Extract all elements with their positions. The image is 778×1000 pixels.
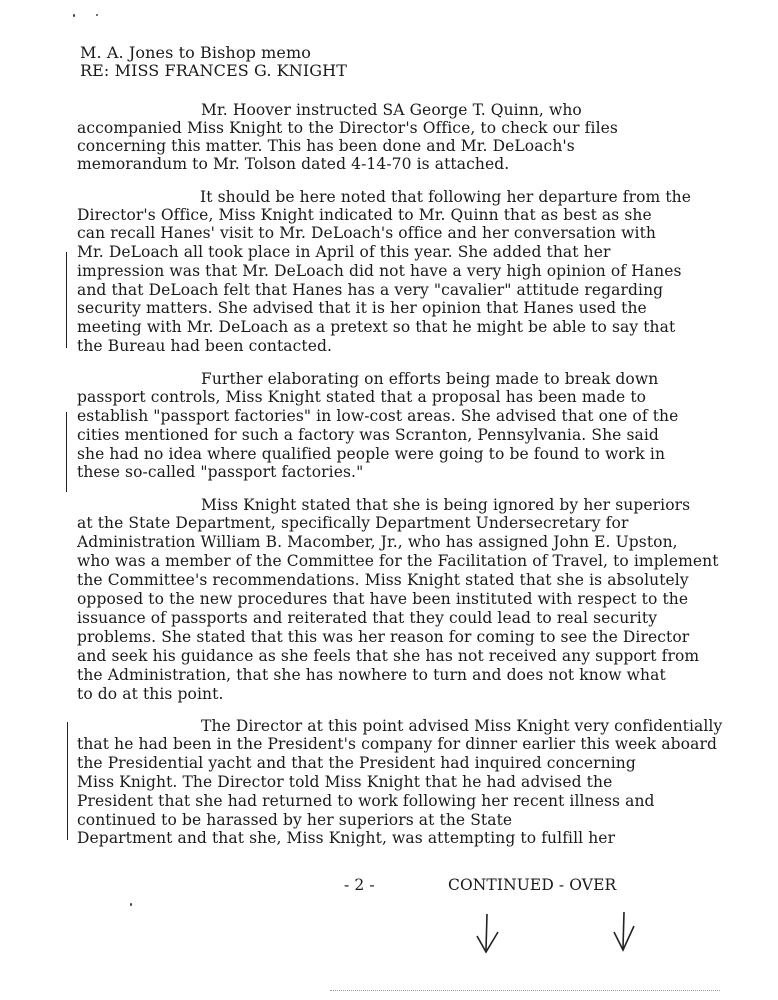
paragraph-1-line: concerning this matter. This has been done and Mr. DeLoach's (77, 137, 575, 155)
paragraph-2-line: Mr. DeLoach all took place in April of this year. She added that her (77, 243, 611, 261)
paragraph-3-line: cities mentioned for such a factory was Scranton, Pennsylvania. She said (77, 426, 659, 444)
down-arrow-icon (608, 910, 638, 955)
paragraph-4-line: the Committee's recommendations. Miss Knight stated that she is absolutely (77, 571, 689, 589)
page-number: - 2 - (344, 876, 375, 894)
memo-header-line-1: M. A. Jones to Bishop memo (80, 43, 311, 62)
paragraph-4-line: issuance of passports and reiterated that they could lead to real security (77, 609, 658, 627)
memo-header-line-2: RE: MISS FRANCES G. KNIGHT (80, 61, 347, 80)
paragraph-5-line: continued to be harassed by her superiors at the State (77, 811, 513, 829)
paragraph-4-line: who was a member of the Committee for the Facilitation of Travel, to implement (77, 552, 719, 570)
paragraph-2-line: can recall Hanes' visit to Mr. DeLoach's office and her conversation with (77, 224, 657, 242)
paragraph-4-line: to do at this point. (77, 685, 224, 703)
paragraph-4-line: problems. She stated that this was her reason for coming to see the Director (77, 628, 690, 646)
paragraph-2-line: meeting with Mr. DeLoach as a pretext so that he might be able to say that (77, 318, 676, 336)
paragraph-2-line: impression was that Mr. DeLoach did not have a very high opinion of Hanes (77, 262, 682, 280)
paragraph-5-line: The Director at this point advised Miss Knight very confidentially (201, 717, 723, 735)
paragraph-5-line: that he had been in the President's company for dinner earlier this week aboard (77, 735, 717, 753)
margin-bracket-mark (66, 252, 67, 348)
paragraph-2-line: the Bureau had been contacted. (77, 337, 333, 355)
paragraph-2-line: Director's Office, Miss Knight indicated to Mr. Quinn that as best as she (77, 206, 652, 224)
scan-speck (73, 14, 75, 17)
paragraph-5-line: the Presidential yacht and that the President had inquired concerning (77, 754, 636, 772)
paragraph-4-line: Miss Knight stated that she is being ignored by her superiors (201, 496, 691, 514)
paragraph-2-line: security matters. She advised that it is her opinion that Hanes used the (77, 299, 647, 317)
paragraph-4-line: and seek his guidance as she feels that she has not received any support from (77, 647, 700, 665)
paragraph-4-line: at the State Department, specifically Department Undersecretary for (77, 514, 629, 532)
paragraph-3-line: Further elaborating on efforts being made to break down (201, 370, 659, 388)
paragraph-3-line: these so-called "passport factories." (77, 463, 364, 481)
paragraph-5-line: President that she had returned to work following her recent illness and (77, 792, 655, 810)
paragraph-1-line: memorandum to Mr. Tolson dated 4-14-70 is attached. (77, 155, 510, 173)
scan-speck (96, 14, 98, 16)
paragraph-1-line: accompanied Miss Knight to the Director's Office, to check our files (77, 119, 618, 137)
paragraph-4-line: Administration William B. Macomber, Jr., who has assigned John E. Upston, (77, 533, 678, 551)
continued-label: CONTINUED - OVER (448, 876, 617, 894)
scan-speck (130, 903, 132, 906)
paragraph-4-line: the Administration, that she has nowhere to turn and does not know what (77, 666, 666, 684)
paragraph-5-line: Miss Knight. The Director told Miss Knight that he had advised the (77, 773, 613, 791)
paragraph-3-line: passport controls, Miss Knight stated that a proposal has been made to (77, 388, 647, 406)
paragraph-4-line: opposed to the new procedures that have been instituted with respect to the (77, 590, 689, 608)
paragraph-3-line: she had no idea where qualified people were going to be found to work in (77, 445, 666, 463)
paragraph-5-line: Department and that she, Miss Knight, was attempting to fulfill her (77, 829, 616, 847)
scan-noise (330, 990, 720, 993)
paragraph-3-line: establish "passport factories" in low-cost areas. She advised that one of the (77, 407, 679, 425)
down-arrow-icon (472, 912, 502, 957)
paragraph-2-line: and that DeLoach felt that Hanes has a very "cavalier" attitude regarding (77, 281, 664, 299)
paragraph-2-line: It should be here noted that following her departure from the (200, 188, 692, 206)
margin-bracket-mark (66, 412, 67, 492)
margin-bracket-mark (67, 722, 68, 840)
paragraph-1-line: Mr. Hoover instructed SA George T. Quinn, who (201, 101, 582, 119)
